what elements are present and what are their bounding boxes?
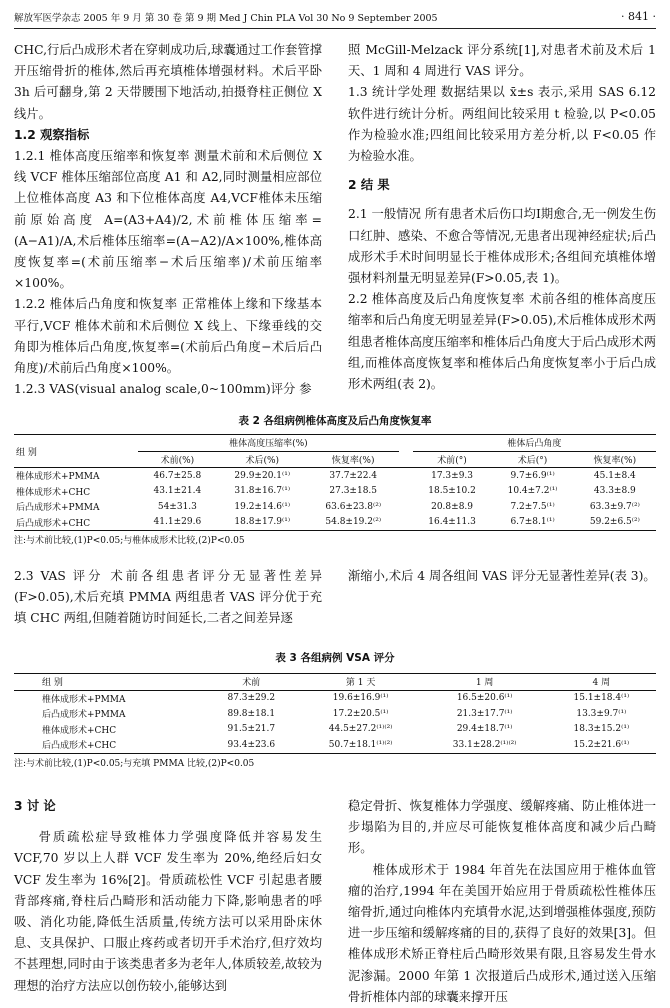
table-cell: 17.3±9.3 bbox=[431, 470, 474, 481]
table-cell: 33.1±28.2⁽¹⁾⁽²⁾ bbox=[452, 739, 517, 750]
table-cell: 37.7±22.4 bbox=[329, 470, 378, 481]
table-row bbox=[14, 690, 656, 706]
table-caption: 表 2 各组病例椎体高度及后凸角度恢复率 bbox=[238, 415, 432, 427]
table-cell: 63.6±23.8⁽²⁾ bbox=[325, 501, 382, 512]
right-column-top bbox=[348, 40, 656, 395]
table-cell: 18.8±17.9⁽¹⁾ bbox=[234, 517, 291, 528]
table-cell: 54.8±19.2⁽²⁾ bbox=[325, 517, 382, 528]
paragraph: 照 McGill-Melzack 评分系统[1],对患者术前及术后 1 天、1 周和 4 周进行 VAS 评分。 bbox=[348, 43, 656, 79]
right-column-middle bbox=[348, 566, 656, 587]
table-cell: 椎体成形术+CHC bbox=[42, 725, 117, 736]
table-cell: 17.2±20.5⁽¹⁾ bbox=[332, 708, 389, 719]
left-column-top bbox=[14, 40, 322, 400]
table-cell: 87.3±29.2 bbox=[227, 693, 276, 704]
paragraph: 2.2 椎体高度及后凸角度恢复率 术前各组的椎体高度压缩率和后凸角度无明显差异(F>0.05),术后椎体成形术两组患者椎体高度压缩率和椎体后凸角度大于后凸成形术两组,而椎体高度恢复率和椎体后凸角度恢复率小于后凸成形术两组(表 2)。 bbox=[348, 292, 656, 392]
table-cell: 椎体成形术+CHC bbox=[16, 487, 91, 498]
table-cell: 89.8±18.1 bbox=[227, 708, 276, 719]
table-row bbox=[14, 737, 656, 753]
table-cell: 16.5±20.6⁽¹⁾ bbox=[456, 693, 513, 704]
table-cell: 45.1±8.4 bbox=[593, 470, 636, 481]
table-note: 注:与术前比较,(1)P<0.05;与椎体成形术比较,(2)P<0.05 bbox=[14, 536, 245, 546]
table-row bbox=[14, 722, 656, 738]
table-row bbox=[14, 499, 656, 515]
paragraph: 椎体成形术于 1984 年首先在法国应用于椎体血管瘤的治疗,1994 年在美国开始应用于骨质疏松性椎体压缩骨折,通过向椎体内充填骨水泥,达到增强椎体强度,预防进一步压缩和缓解疼痛的目的,获得了良好的效果[3]。但椎体成形术矫正脊柱后凸畸形效果有限,且容易发生骨水泥渗漏。2000 年第 1 次报道后凸成形术,通过送入压缩骨折椎体内部的球囊来撑开压 bbox=[348, 862, 656, 1004]
table-cell: 93.4±23.6 bbox=[227, 739, 276, 750]
section-heading: 3 讨 论 bbox=[14, 799, 56, 813]
table-cell: 29.9±20.1⁽¹⁾ bbox=[234, 470, 291, 481]
column-header: 术前(%) bbox=[160, 455, 195, 466]
journal-citation: 解放军医学杂志 2005 年 9 月 第 30 卷 第 9 期 Med J Chin PLA Vol 30 No 9 September 2005 bbox=[14, 13, 438, 24]
table-cell: 椎体成形术+PMMA bbox=[42, 694, 126, 705]
group-header: 组 别 bbox=[14, 435, 138, 468]
paragraph: 1.2.3 VAS(visual analog scale,0~100mm)评分 参 bbox=[14, 382, 312, 397]
table-cell: 15.1±18.4⁽¹⁾ bbox=[573, 693, 630, 704]
table-cell: 18.3±15.2⁽¹⁾ bbox=[573, 724, 630, 735]
column-header: 术后(°) bbox=[517, 455, 548, 466]
paragraph: 1.2.2 椎体后凸角度和恢复率 正常椎体上缘和下缘基本平行,VCF 椎体术前和术后侧位 X 线上、下缘垂线的交角即为椎体后凸角度,恢复率=(术前后凸角度−术后后凸角度)/术前后凸角度×100%。 bbox=[14, 297, 322, 376]
table-cell: 63.3±9.7⁽²⁾ bbox=[589, 501, 640, 512]
table-cell: 10.4±7.2⁽¹⁾ bbox=[507, 486, 558, 497]
table-row bbox=[14, 706, 656, 722]
column-header: 第 1 天 bbox=[345, 678, 376, 689]
table-row bbox=[14, 515, 656, 531]
table-cell: 后凸成形术+PMMA bbox=[16, 503, 100, 514]
left-column-bottom bbox=[14, 796, 322, 997]
right-column-bottom bbox=[348, 796, 656, 1008]
table-cell: 6.7±8.1⁽¹⁾ bbox=[510, 517, 555, 528]
paragraph: CHC,行后凸成形术者在穿刺成功后,球囊通过工作套管撑开压缩骨折的椎体,然后再充填椎体增强材料。术后平卧 3h 后可翻身,第 2 天带腰围下地活动,拍摄脊柱正侧位 X 线片。 bbox=[14, 43, 322, 121]
paragraph: 2.1 一般情况 所有患者术后伤口均I期愈合,无一例发生伤口红肿、感染、不愈合等情况,无患者出现神经症状;后凸成形术手术时间明显长于椎体成形术;各组间充填椎体增强材料剂量无明显差异(F>0.05,表 1)。 bbox=[348, 207, 656, 286]
paragraph: 2.3 VAS 评分 术前各组患者评分无显著性差异(F>0.05),术后充填 PMMA 两组患者 VAS 评分优于充填 CHC 两组,但随着随访时间延长,二者之间差异逐 bbox=[14, 569, 322, 626]
column-header: 组 别 bbox=[42, 678, 63, 689]
paragraph: 骨质疏松症导致椎体力学强度降低并容易发生 VCF,70 岁以上人群 VCF 发生率为 20%,绝经后妇女 VCF 发生率为 16%[2]。骨质疏松性 VCF 引起患者腰背部疼痛,脊柱后凸畸形和活动能力下降,影响患者的呼吸、消化功能,降低生活质量,传统方法可以采用卧床休息、支具保护、口服止疼药或者切开手术治疗,但疗效均不甚理想,同时由于该类患者多为老年人,体质较差,故较为理想的治疗方法应以创伤较小,能够达到 bbox=[14, 830, 322, 993]
table-cell: 椎体成形术+PMMA bbox=[16, 472, 100, 483]
table-3 bbox=[14, 650, 656, 769]
table-cell: 7.2±7.5⁽¹⁾ bbox=[510, 501, 555, 512]
paragraph: 1.3 统计学处理 数据结果以 x̄±s 表示,采用 SAS 6.12 软件进行统计分析。两组间比较采用 t 检验,以 P<0.05 作为检验水准;四组间比较采用方差分析,以 F<0.05 作为检验水准。 bbox=[348, 85, 656, 164]
left-column-middle bbox=[14, 566, 322, 630]
table-row bbox=[14, 468, 656, 484]
table-cell: 后凸成形术+PMMA bbox=[42, 710, 126, 721]
table-cell: 54±31.3 bbox=[157, 501, 197, 512]
span-header: 椎体后凸角度 bbox=[413, 435, 656, 452]
table-cell: 46.7±25.8 bbox=[153, 470, 202, 481]
table-cell: 43.1±21.4 bbox=[153, 486, 202, 497]
table-cell: 18.5±10.2 bbox=[428, 486, 476, 497]
column-header: 1 周 bbox=[475, 678, 494, 689]
table-note: 注:与术前比较,(1)P<0.05;与充填 PMMA 比较,(2)P<0.05 bbox=[14, 758, 255, 769]
table-cell: 16.4±11.3 bbox=[428, 517, 476, 528]
table-cell: 59.2±6.5⁽²⁾ bbox=[589, 517, 640, 528]
column-header: 术前(°) bbox=[437, 455, 467, 466]
table-cell: 9.7±6.9⁽¹⁾ bbox=[510, 470, 555, 481]
table-2 bbox=[14, 413, 656, 546]
table-cell: 后凸成形术+CHC bbox=[16, 518, 91, 529]
column-header: 恢复率(%) bbox=[593, 455, 637, 466]
section-heading: 2 结 果 bbox=[348, 178, 390, 193]
table-cell: 15.2±21.6⁽¹⁾ bbox=[573, 739, 630, 750]
column-header: 术前 bbox=[242, 678, 261, 689]
table-cell: 29.4±18.7⁽¹⁾ bbox=[456, 724, 513, 735]
data-table bbox=[14, 673, 656, 754]
table-cell: 19.2±14.6⁽¹⁾ bbox=[234, 501, 291, 512]
running-header bbox=[14, 10, 656, 29]
table-row bbox=[14, 484, 656, 500]
column-header: 术后(%) bbox=[245, 455, 280, 466]
table-cell: 41.1±29.6 bbox=[153, 517, 202, 528]
column-header: 恢复率(%) bbox=[331, 455, 375, 466]
table-caption: 表 3 各组病例 VSA 评分 bbox=[275, 652, 395, 664]
table-cell: 后凸成形术+CHC bbox=[42, 741, 117, 752]
table-cell: 91.5±21.7 bbox=[227, 724, 276, 735]
page-number: · 841 · bbox=[621, 10, 656, 23]
table-cell: 31.8±16.7⁽¹⁾ bbox=[234, 486, 291, 497]
table-cell: 27.3±18.5 bbox=[329, 486, 378, 497]
section-heading: 1.2 观察指标 bbox=[14, 127, 90, 142]
paragraph: 1.2.1 椎体高度压缩率和恢复率 测量术前和术后侧位 X 线 VCF 椎体压缩部位高度 A1 和 A2,同时测量相应部位上位椎体高度 A3 和下位椎体高度 A4,VCF椎体未压缩前原始高度 A=(A3+A4)/2,术前椎体压缩率=(A−A1)/A,术后椎体压缩率=(A−A2)/A×100%,椎体高度恢复率=(术前压缩率−术后压缩率)/术前压缩率×100%。 bbox=[14, 149, 322, 291]
paragraph: 渐缩小,术后 4 周各组间 VAS 评分无显著性差异(表 3)。 bbox=[348, 569, 656, 583]
table-cell: 44.5±27.2⁽¹⁾⁽²⁾ bbox=[328, 724, 393, 735]
paragraph: 稳定骨折、恢复椎体力学强度、缓解疼痛、防止椎体进一步塌陷为目的,并应尽可能恢复椎体高度和减少后凸畸形。 bbox=[348, 799, 656, 856]
data-table bbox=[14, 434, 656, 531]
column-header: 4 周 bbox=[592, 678, 611, 689]
span-header: 椎体高度压缩率(%) bbox=[138, 435, 399, 452]
table-cell: 43.3±8.9 bbox=[593, 486, 636, 497]
table-cell: 20.8±8.9 bbox=[431, 501, 474, 512]
table-cell: 50.7±18.1⁽¹⁾⁽²⁾ bbox=[328, 739, 393, 750]
table-cell: 21.3±17.7⁽¹⁾ bbox=[456, 708, 513, 719]
table-cell: 13.3±9.7⁽¹⁾ bbox=[576, 708, 627, 719]
table-cell: 19.6±16.9⁽¹⁾ bbox=[332, 693, 389, 704]
